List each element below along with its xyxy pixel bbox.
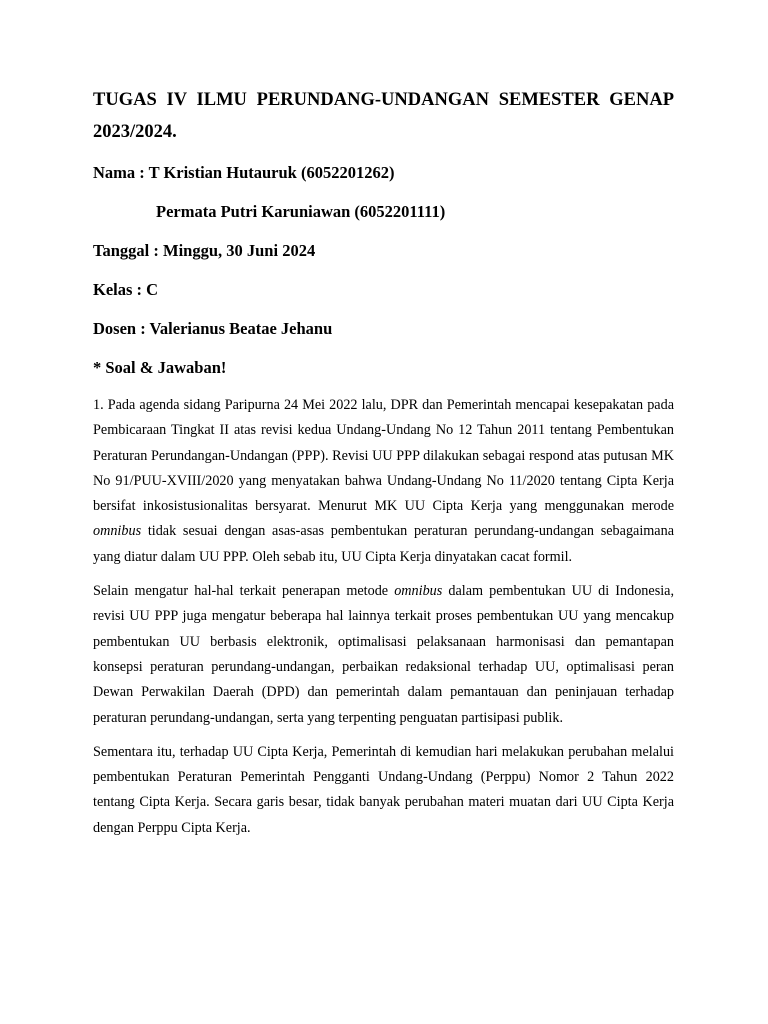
- class-field: Kelas : C: [93, 280, 159, 299]
- paragraph-1: [93, 393, 674, 570]
- document-page: [93, 84, 674, 850]
- section-heading: * Soal & Jawaban!: [93, 358, 227, 377]
- paragraph-2-text-b: dalam pembentukan UU di Indonesia, revisi UU PPP juga mengatur beberapa hal lainnya terkait proses pembentukan UU yang mencakup pembentukan UU berbasis elektronik, optimalisasi pelaksanaan harmonisasi dan pemantapan konsepsi peraturan perundang-undangan, perbaikan redaksional terhadap UU, optimalisasi peran Dewan Perwakilan Daerah (DPD) dan pemerintah dalam pemantauan dan peninjauan terhadap peraturan perundang-undangan, serta yang terpenting penguatan partisipasi publik.: [93, 583, 674, 726]
- paragraph-1-text-b: tidak sesuai dengan asas-asas pembentukan peraturan perundang-undangan sebagaimana yang diatur dalam UU PPP. Oleh sebab itu, UU Cipta Kerja dinyatakan cacat formil.: [93, 523, 674, 565]
- student-name-2: Permata Putri Karuniawan (6052201111): [156, 202, 446, 221]
- date-field: Tanggal : Minggu, 30 Juni 2024: [93, 241, 316, 260]
- paragraph-2-text-a: Selain mengatur hal-hal terkait penerapan metode: [93, 583, 395, 600]
- paragraph-1-text-a: 1. Pada agenda sidang Paripurna 24 Mei 2022 lalu, DPR dan Pemerintah mencapai kesepakatan pada Pembicaraan Tingkat II atas revisi kedua Undang-Undang No 12 Tahun 2011 tentang Pembentukan Peraturan Perundangan-Undangan (PPP). Revisi UU PPP dilakukan sebagai respond atas putusan MK No 91/PUU-XVIII/2020 yang menyatakan bahwa Undang-Undang No 11/2020 tentang Cipta Kerja bersifat inkosistusionalitas bersyarat. Menurut MK UU Cipta Kerja yang menggunakan merode: [93, 397, 674, 515]
- document-title: TUGAS IV ILMU PERUNDANG-UNDANGAN SEMESTER GENAP 2023/2024.: [93, 90, 674, 142]
- paragraph-3: Sementara itu, terhadap UU Cipta Kerja, Pemerintah di kemudian hari melakukan perubahan melalui pembentukan Peraturan Pemerintah Pengganti Undang-Undang (Perppu) Nomor 2 Tahun 2022 tentang Cipta Kerja. Secara garis besar, tidak banyak perubahan materi muatan dari UU Cipta Kerja dengan Perppu Cipta Kerja.: [93, 743, 674, 836]
- paragraph-2-italic: omnibus: [394, 583, 443, 600]
- student-name-1: Nama : T Kristian Hutauruk (6052201262): [93, 163, 395, 182]
- lecturer-field: Dosen : Valerianus Beatae Jehanu: [93, 319, 333, 338]
- paragraph-2: [93, 579, 674, 731]
- paragraph-1-italic: omnibus: [93, 523, 142, 540]
